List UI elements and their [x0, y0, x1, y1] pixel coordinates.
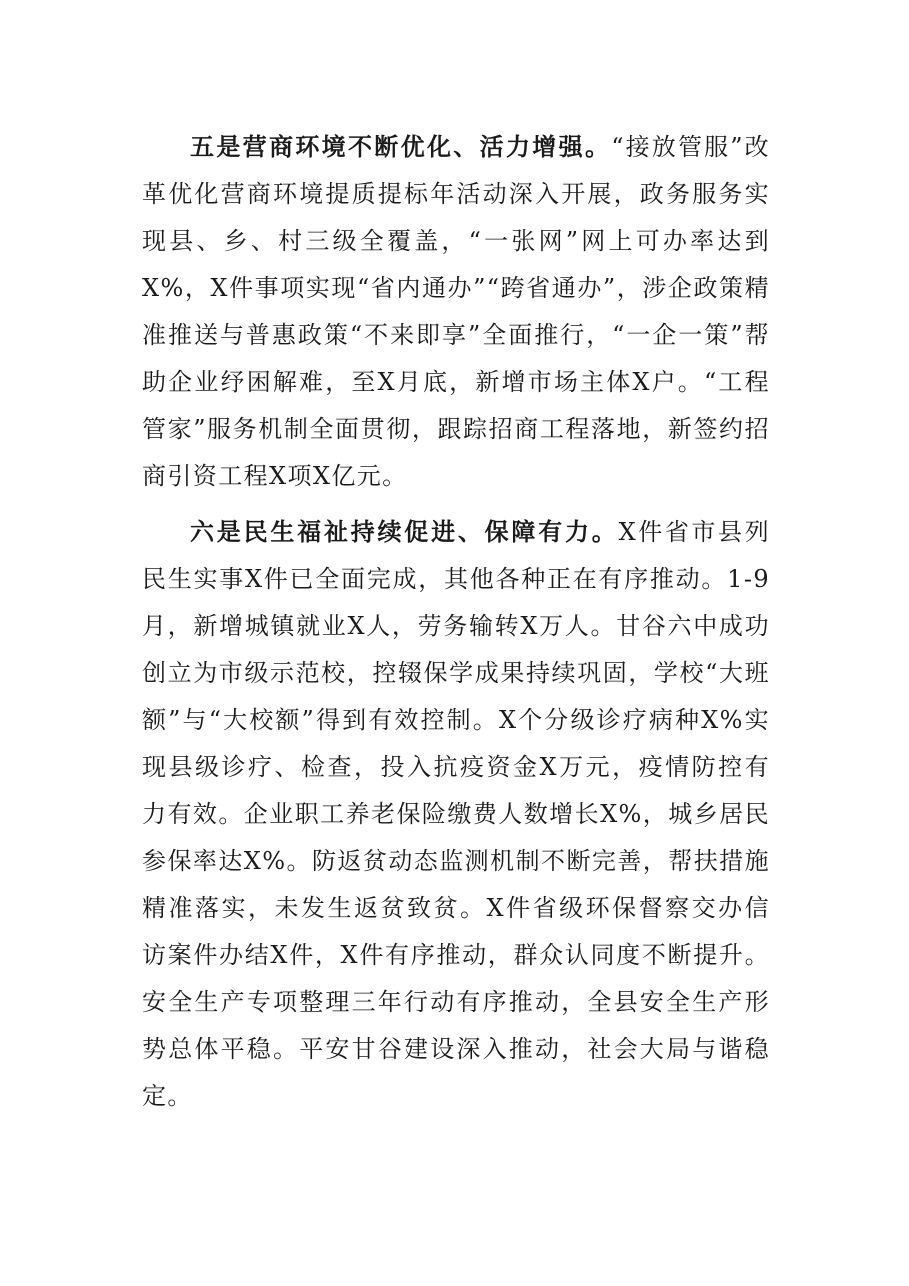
- paragraph-livelihood: [142, 509, 770, 1120]
- paragraph-body: X件省市县列民生实事X件已全面完成，其他各种正在有序推动。1-9月，新增城镇就业X人，劳务输转X万人。甘谷六中成功创立为市级示范校，控辍保学成果持续巩固，学校“大班额”与“大校额”得到有效控制。X个分级诊疗病种X%实现县级诊疗、检查，投入抗疫资金X万元，疫情防控有力有效。企业职工养老保险缴费人数增长X%，城乡居民参保率达X%。防返贫动态监测机制不断完善，帮扶措施精准落实，未发生返贫致贫。X件省级环保督察交办信访案件办结X件，X件有序推动，群众认同度不断提升。安全生产专项整理三年行动有序推动，全县安全生产形势总体平稳。平安甘谷建设深入推动，社会大局与谐稳定。: [142, 518, 770, 1110]
- paragraph-heading: 六是民生福祉持续促进、保障有力。: [190, 518, 619, 546]
- paragraph-body: “接放管服”改革优化营商环境提质提标年活动深入开展，政务服务实现县、乡、村三级全覆盖，“一张网”网上可办率达到X%，X件事项实现“省内通办”“跨省通办”，涉企政策精准推送与普惠政策“不来即享”全面推行，“一企一策”帮助企业纾困解难，至X月底，新增市场主体X户。“工程管家”服务机制全面贯彻，跟踪招商工程落地，新签约招商引资工程X项X亿元。: [142, 133, 770, 490]
- paragraph-heading: 五是营商环境不断优化、活力增强。: [190, 133, 612, 161]
- paragraph-business-environment: [142, 124, 770, 500]
